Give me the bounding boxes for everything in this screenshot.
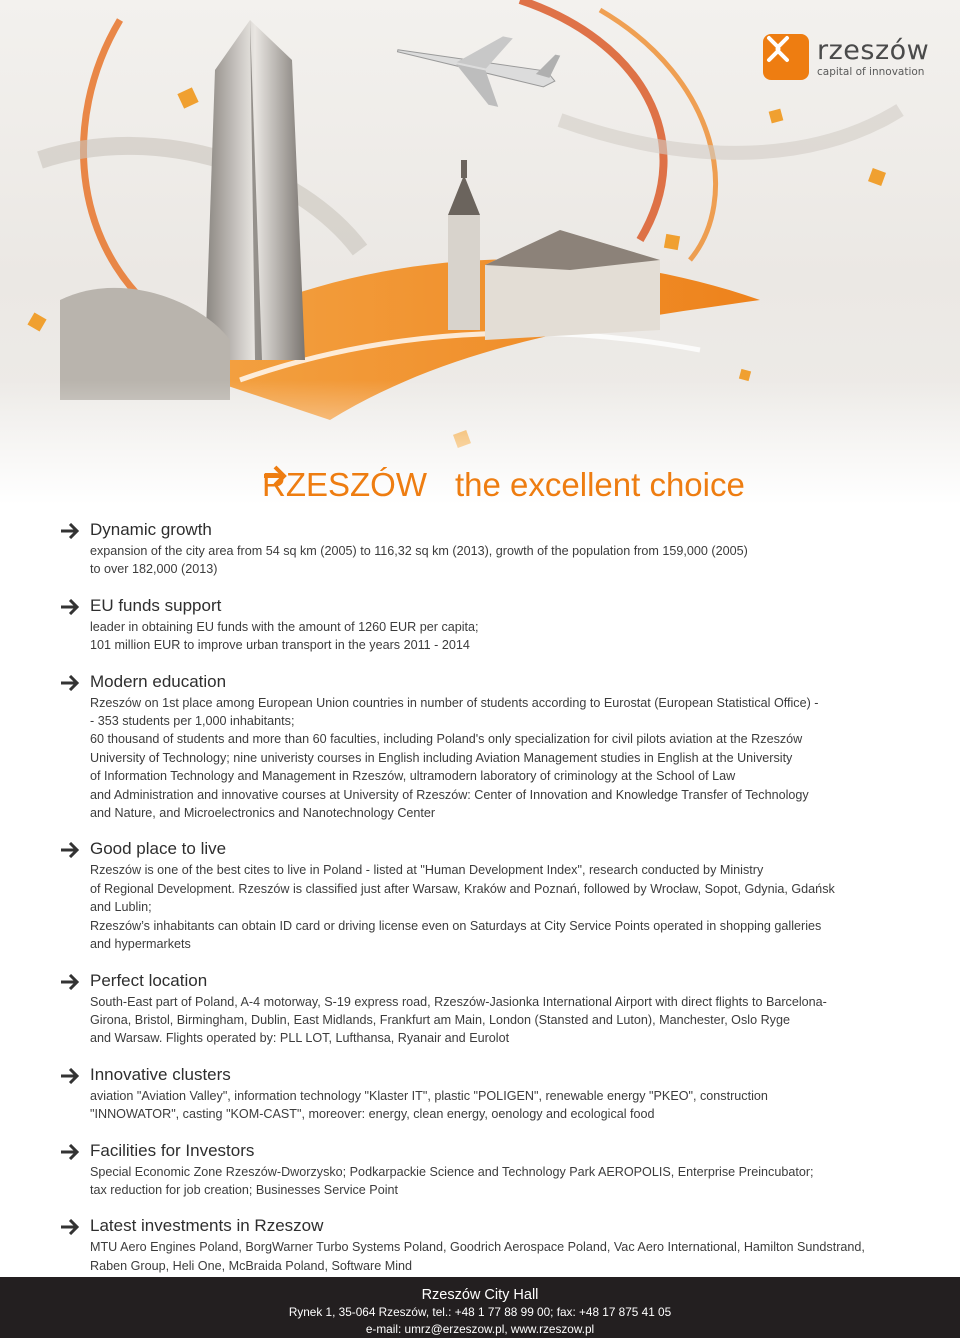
section-text-line: and Nature, and Microelectronics and Nanotechnology Center	[90, 806, 436, 821]
section-text-line: University of Technology; nine univeristy courses in English including Aviation Management studies in English at the University	[90, 750, 793, 765]
section-text-line: Rzeszów’s inhabitants can obtain ID card or driving license even on Saturdays at City Service Points operated in shopping galleries	[90, 918, 822, 933]
section-title: Latest investments in Rzeszow	[90, 1216, 324, 1236]
section-text-line: Raben Group, Heli One, McBraida Poland, Software Mind	[90, 1258, 413, 1273]
feature-section	[0, 1063, 960, 1124]
section-title: Modern education	[90, 671, 227, 691]
section-text-line: of Information Technology and Management in Rzeszów, ultramodern laboratory of criminology at the School of Law	[90, 769, 736, 784]
section-title: Good place to live	[90, 839, 227, 859]
brand-logo	[763, 34, 929, 80]
arrow-right-icon	[60, 1068, 80, 1089]
footer-address: Rynek 1, 35-064 Rzeszów, tel.: +48 1 77 88 99 00; fax: +48 17 875 41 05	[288, 1305, 672, 1319]
feature-section	[0, 969, 960, 1048]
feature-section	[0, 594, 960, 655]
arrow-right-icon	[60, 842, 80, 863]
feature-list	[0, 518, 960, 1290]
section-text-line: MTU Aero Engines Poland, BorgWarner Turbo Systems Poland, Goodrich Aerospace Poland, Vac Aero International, Hamilton Sundstrand,	[90, 1240, 865, 1255]
feature-section	[0, 518, 960, 579]
section-text-line: 60 thousand of students and more than 60 faculties, including Poland's only specialization for civil pilots aviation at the Rzeszów	[90, 732, 803, 747]
headline-city: RZESZÓW	[262, 466, 427, 503]
feature-section	[0, 1139, 960, 1200]
footer	[0, 1277, 960, 1338]
feature-section	[0, 837, 960, 953]
section-title: Dynamic growth	[90, 520, 212, 539]
page-headline	[262, 465, 745, 505]
arrow-right-icon	[60, 675, 80, 696]
section-title: EU funds support	[90, 595, 222, 615]
arrow-right-icon	[60, 974, 80, 995]
section-text-line: expansion of the city area from 54 sq km (2005) to 116,32 sq km (2013), growth of the population from 159,000 (2005)	[90, 544, 748, 558]
section-text-line: South-East part of Poland, A-4 motorway, S-19 express road, Rzeszów-Jasionka International Airport with direct flights to Barcelona-	[90, 994, 827, 1009]
section-text-line: and Warsaw. Flights operated by: PLL LOT, Lufthansa, Ryanair and Eurolot	[90, 1031, 510, 1046]
section-title: Perfect location	[90, 970, 208, 990]
section-text-line: 101 million EUR to improve urban transport in the years 2011 - 2014	[90, 638, 470, 653]
section-text-line: Special Economic Zone Rzeszów-Dworzysko; Podkarpackie Science and Technology Park AEROPOLIS, Enterprise Preincubator;	[90, 1164, 814, 1179]
brand-tagline: capital of innovation	[817, 65, 925, 78]
section-text-line: - 353 students per 1,000 inhabitants;	[90, 714, 295, 729]
section-text-line: Rzeszów on 1st place among European Union countries in number of students according to Eurostat (European Statistical Office) -	[90, 695, 819, 710]
section-title: Innovative clusters	[90, 1064, 231, 1084]
arrow-right-icon	[60, 599, 80, 620]
arrow-right-icon	[60, 1144, 80, 1165]
section-text-line: Rzeszów is one of the best cites to live in Poland - listed at "Human Development Index", research conducted by Ministry	[90, 863, 764, 878]
section-text-line: and Administration and innovative courses at University of Rzeszów: Center of Innovation and Knowledge Transfer of Technology	[90, 787, 809, 802]
arrow-right-icon	[60, 1219, 80, 1240]
section-text-line: "INNOWATOR", casting "KOM-CAST", moreover: energy, clean energy, oenology and ecological food	[90, 1107, 655, 1122]
hero-illustration	[0, 0, 960, 505]
section-text-line: Girona, Bristol, Birmingham, Dublin, East Midlands, Frankfurt am Main, London (Stansted and Luton), Manchester, Oslo Ryge	[90, 1012, 790, 1027]
section-text-line: leader in obtaining EU funds with the amount of 1260 EUR per capita;	[90, 619, 479, 634]
headline-slogan: the excellent choice	[454, 466, 745, 503]
section-text-line: and hypermarkets	[90, 937, 191, 952]
arrow-right-icon	[60, 523, 80, 544]
section-text-line: and Lublin;	[90, 900, 152, 915]
section-title: Facilities for Investors	[90, 1140, 255, 1160]
section-text-line: tax reduction for job creation; Businesses Service Point	[90, 1182, 399, 1197]
feature-section	[0, 1214, 960, 1275]
feature-section	[0, 670, 960, 823]
section-text-line: aviation "Aviation Valley", information technology "Klaster IT", plastic "POLIGEN", renewable energy "PKEO", construction	[90, 1088, 768, 1103]
brand-name: rzeszów	[817, 34, 930, 66]
footer-contact: e-mail: umrz@erzeszow.pl, www.rzeszow.pl	[365, 1322, 595, 1336]
footer-title: Rzeszów City Hall	[421, 1287, 539, 1303]
logo-mark-icon	[763, 34, 809, 80]
section-text-line: to over 182,000 (2013)	[90, 562, 218, 577]
section-text-line: of Regional Development. Rzeszów is classified just after Warsaw, Kraków and Poznań, followed by Wrocław, Sopot, Gdynia, Gdańsk	[90, 881, 835, 896]
